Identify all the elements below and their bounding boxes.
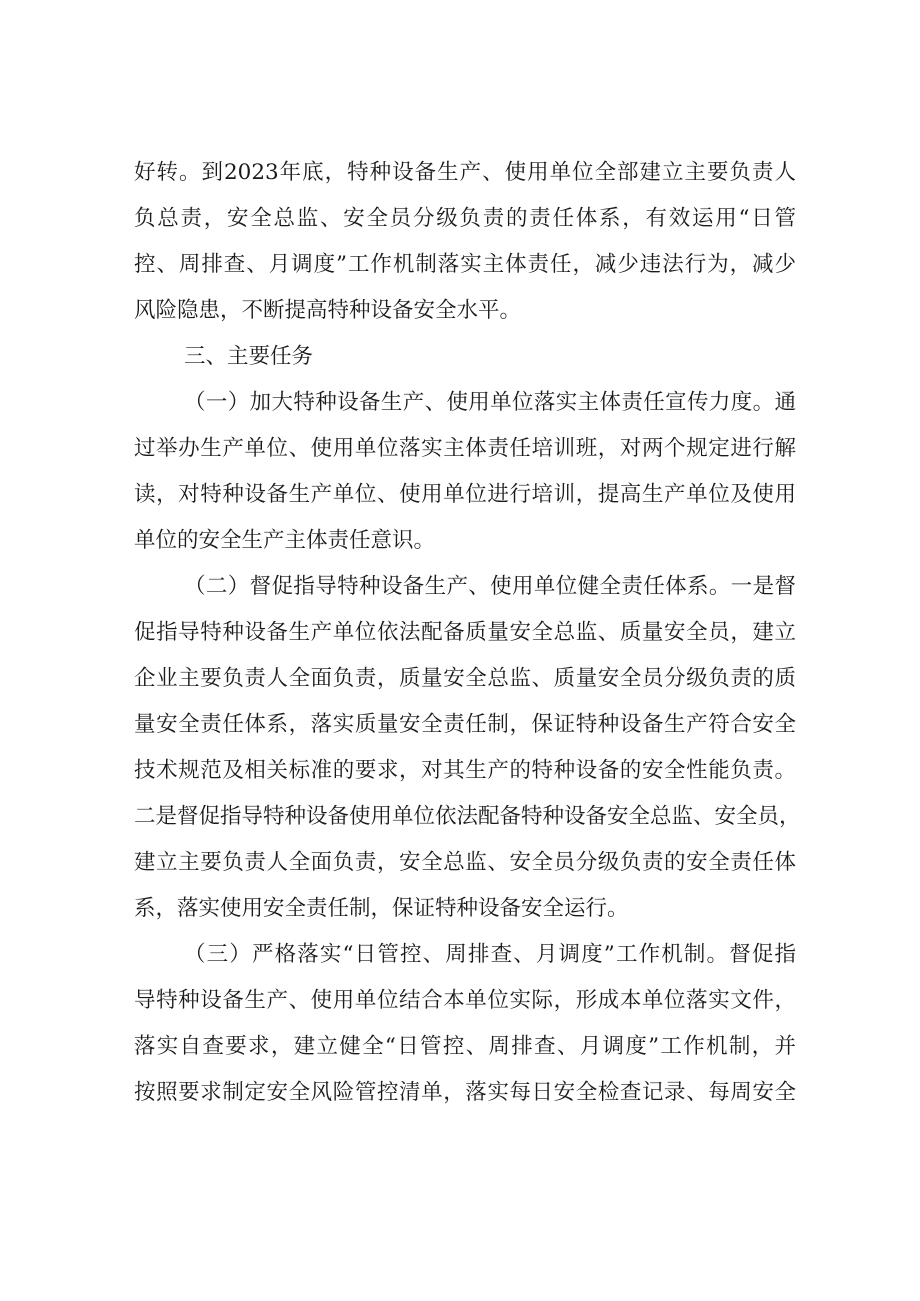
text-line: 二是督促指导特种设备使用单位依法配备特种设备安全总监、安全员， [134,804,801,829]
text-line: 技术规范及相关标准的要求，对其生产的特种设备的安全性能负责。 [134,758,796,783]
text-line: 读，对特种设备生产单位、使用单位进行培训，提高生产单位及使用 [134,482,796,507]
text-line: 量安全责任体系，落实质量安全责任制，保证特种设备生产符合安全 [134,712,796,737]
text-line: （二）督促指导特种设备生产、使用单位健全责任体系。一是督 [184,574,796,599]
text-line: 建立主要负责人全面负责，安全总监、安全员分级负责的安全责任体 [134,850,796,875]
text-line: （一）加大特种设备生产、使用单位落实主体责任宣传力度。通 [184,390,796,415]
text-line: 落实自查要求，建立健全“日管控、周排查、月调度”工作机制，并 [134,1034,796,1059]
text-line: 导特种设备生产、使用单位结合本单位实际，形成本单位落实文件， [134,988,796,1013]
text-line: 企业主要负责人全面负责，质量安全总监、质量安全员分级负责的质 [134,666,796,691]
text-line: 负总责，安全总监、安全员分级负责的责任体系，有效运用“日管 [134,206,796,231]
text-line: 风险隐患，不断提高特种设备安全水平。 [134,298,522,323]
text-line: 好转。到2023年底，特种设备生产、使用单位全部建立主要负责人 [134,160,796,185]
text-line: 按照要求制定安全风险管控清单，落实每日安全检查记录、每周安全 [134,1080,796,1105]
text-line: （三）严格落实“日管控、周排查、月调度”工作机制。督促指 [184,942,796,967]
text-line: 控、周排查、月调度”工作机制落实主体责任，减少违法行为，减少 [134,252,796,277]
text-line: 三、主要任务 [184,344,314,369]
text-line: 系，落实使用安全责任制，保证特种设备安全运行。 [134,896,629,921]
text-line: 单位的安全生产主体责任意识。 [134,528,436,553]
document-body [134,150,801,1116]
text-line: 过举办生产单位、使用单位落实主体责任培训班，对两个规定进行解 [134,436,796,461]
text-line: 促指导特种设备生产单位依法配备质量安全总监、质量安全员，建立 [134,620,796,645]
